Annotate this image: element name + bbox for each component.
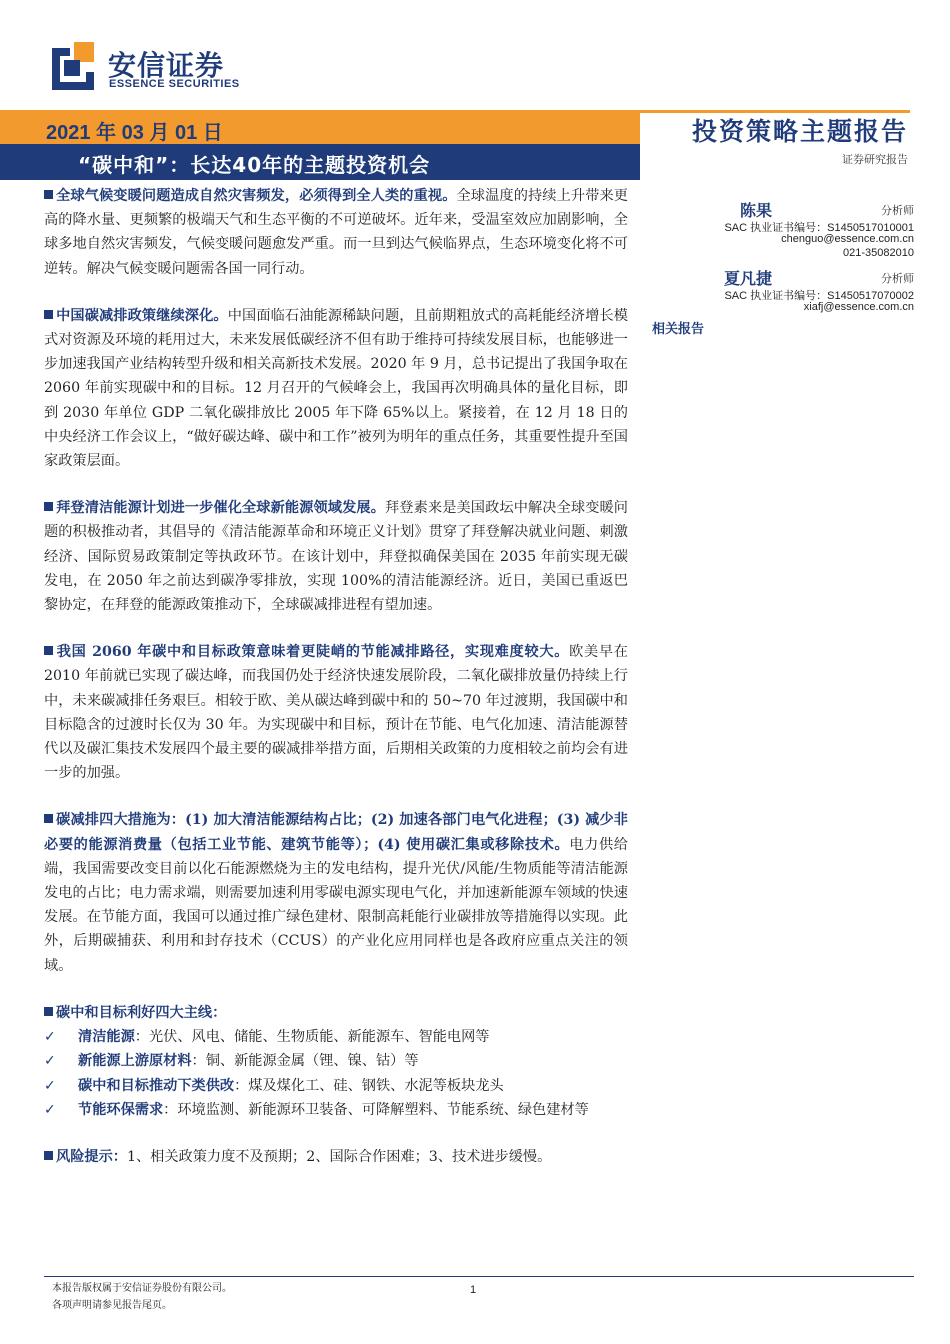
checkmark-icon: ✓ xyxy=(44,1101,56,1118)
analyst-card xyxy=(652,266,914,318)
copyright-notice: 本报告版权属于安信证券股份有限公司。 xyxy=(52,1283,232,1294)
footer-disclaimer xyxy=(52,1280,232,1314)
summary-paragraph xyxy=(44,640,628,785)
analyst-name: 夏凡捷 xyxy=(724,269,773,288)
paragraph-headline: 碳减排四大措施为：(1) 加大清洁能源结构占比；(2) 加速各部门电气化进程；(3) 减少非必要的能源消费量（包括工业节能、建筑节能等）；(4) 使用碳汇集或移除技术。 xyxy=(44,812,628,853)
report-subtype: 证券研究报告 xyxy=(842,153,908,166)
checkmark-icon: ✓ xyxy=(44,1029,56,1046)
analyst-sac-number: SAC 执业证书编号：S1450517070002 xyxy=(724,290,914,302)
analyst-role: 分析师 xyxy=(881,204,914,217)
paragraph-headline: 中国碳减排政策继续深化。 xyxy=(56,307,228,324)
report-title: “碳中和”：长达40年的主题投资机会 xyxy=(78,153,431,177)
summary-paragraph xyxy=(44,808,628,977)
list-item xyxy=(44,1049,628,1073)
risk-body: 1、相关政策力度不及预期；2、国际合作困难；3、技术进步缓慢。 xyxy=(126,1148,552,1165)
report-type: 投资策略主题报告 xyxy=(691,117,908,146)
list-item xyxy=(44,1025,628,1049)
paragraph-body: 中国面临石油能源稀缺问题，且前期粗放式的高耗能经济增长模式对资源及环境的耗用过大，未来发展低碳经济不但有助于维持可持续发展目标，也能够进一步加速我国产业结构转型升级和相关高新技术发展。2020 年 9 月，总书记提出了我国争取在 2060 年前实现碳中和的目标。12 月召开的气候峰会上，我国再次明确具体的量化目标，即到 2030 年单位 GDP 二氧化碳排放比 2005 年下降 65%以上。紧接着，在 12 月 18 日的中央经济工作会议上，“做好碳达峰、碳中和工作”被列为明年的重点任务，其重要性提升至国家政策层面。 xyxy=(44,307,628,470)
item-text: ：环境监测、新能源环卫装备、可降解塑料、节能系统、绿色建材等 xyxy=(163,1101,589,1118)
paragraph-body: 全球温度的持续上升带来更高的降水量、更频繁的极端天气和生态平衡的不可逆破坏。近年来，受温室效应加剧影响，全球多地自然灾害频发，气候变暖问题愈发严重。而一旦到达气候临界点，生态环境变化将不可逆转。解决气候变暖问题需各国一同行动。 xyxy=(44,188,628,277)
footer-divider xyxy=(44,1276,914,1277)
analyst-role: 分析师 xyxy=(881,272,914,285)
analyst-name: 陈果 xyxy=(740,201,773,220)
square-bullet-icon xyxy=(44,646,53,655)
report-date: 2021 年 03 月 01 日 xyxy=(46,122,223,144)
list-item xyxy=(44,1074,628,1098)
square-bullet-icon xyxy=(44,1007,53,1016)
paragraph-body: 拜登素来是美国政坛中解决全球变暖问题的积极推动者，其倡导的《清洁能源革命和环境正义计划》贯穿了拜登解决就业问题、刺激经济、国际贸易政策制定等执政环节。在该计划中，拜登拟确保美国在 2035 年前实现无碳发电，在 2050 年之前达到碳净零排放，实现 100%的清洁能源经济。近日，美国已重返巴黎协定，在拜登的能源政策推动下，全球碳减排进程有望加速。 xyxy=(44,500,628,614)
disclaimer-note: 各项声明请参见报告尾页。 xyxy=(52,1300,172,1311)
paragraph-headline: 全球气候变暖问题造成自然灾害频发，必须得到全人类的重视。 xyxy=(56,188,457,204)
list-item xyxy=(44,1098,628,1122)
report-summary xyxy=(44,184,628,1169)
summary-paragraph xyxy=(44,496,628,617)
checkmark-icon: ✓ xyxy=(44,1053,56,1070)
item-label: 碳中和目标推动下类供改 xyxy=(78,1077,235,1094)
item-text: ：铜、新能源金属（锂、镍、钴）等 xyxy=(191,1053,419,1070)
risk-warning xyxy=(44,1145,628,1169)
item-label: 节能环保需求 xyxy=(78,1101,164,1118)
item-label: 清洁能源 xyxy=(78,1029,135,1046)
mainlines-list xyxy=(44,1025,628,1122)
summary-paragraph xyxy=(44,304,628,473)
paragraph-headline: 碳中和目标利好四大主线： xyxy=(56,1004,227,1021)
item-label: 新能源上游原材料 xyxy=(78,1053,192,1070)
paragraph-body: 电力供给端，我国需要改变目前以化石能源燃烧为主的发电结构，提升光伏/风能/生物质能等清洁能源发电的占比；电力需求端，则需要加速利用零碳电源实现电气化，并加速新能源车领域的快速发展。在节能方面，我国可以通过推广绿色建材、限制高耗能行业碳排放等措施得以实现。此外，后期碳捕获、利用和封存技术（CCUS）的产业化应用同样也是各政府应重点关注的领域。 xyxy=(44,836,628,974)
page-number: 1 xyxy=(470,1284,477,1296)
paragraph-headline: 我国 2060 年碳中和目标政策意味着更陡峭的节能减排路径，实现难度较大。 xyxy=(56,644,570,661)
item-text: ：煤及煤化工、硅、钢铁、水泥等板块龙头 xyxy=(234,1077,504,1094)
analyst-email[interactable]: xiafj@essence.com.cn xyxy=(803,301,914,313)
square-bullet-icon xyxy=(44,190,53,199)
paragraph-headline: 拜登清洁能源计划进一步催化全球新能源领域发展。 xyxy=(56,500,385,517)
item-text: ：光伏、风电、储能、生物质能、新能源车、智能电网等 xyxy=(134,1029,490,1046)
related-reports-heading: 相关报告 xyxy=(652,322,705,337)
analyst-sac-number: SAC 执业证书编号：S1450517010001 xyxy=(724,222,914,234)
risk-headline: 风险提示： xyxy=(56,1148,127,1165)
analyst-email[interactable]: chenguo@essence.com.cn xyxy=(781,233,914,245)
essence-logo-icon xyxy=(52,42,96,90)
company-logo xyxy=(52,40,252,96)
mainlines-heading xyxy=(44,1001,628,1025)
logo-chinese-name: 安信证券 xyxy=(108,49,225,82)
analyst-phone: 021-35082010 xyxy=(843,247,914,259)
analyst-card xyxy=(652,198,914,268)
checkmark-icon: ✓ xyxy=(44,1077,56,1094)
square-bullet-icon xyxy=(44,310,53,319)
summary-paragraph xyxy=(44,184,628,281)
square-bullet-icon xyxy=(44,502,53,511)
square-bullet-icon xyxy=(44,1151,53,1160)
logo-english-name: ESSENCE SECURITIES xyxy=(109,78,240,90)
paragraph-body: 欧美早在 2010 年前就已实现了碳达峰，而我国仍处于经济快速发展阶段，二氧化碳排放量仍持续上行中，未来碳减排任务艰巨。相较于欧、美从碳达峰到碳中和的 50~70 年过渡期，我国碳中和目标隐含的过渡时长仅为 30 年。为实现碳中和目标，预计在节能、电气化加速、清洁能源替代以及碳汇集技术发展四个最主要的碳减排举措方面，后期相关政策的力度相较之前均会有进一步的加强。 xyxy=(44,644,628,782)
square-bullet-icon xyxy=(44,814,53,823)
